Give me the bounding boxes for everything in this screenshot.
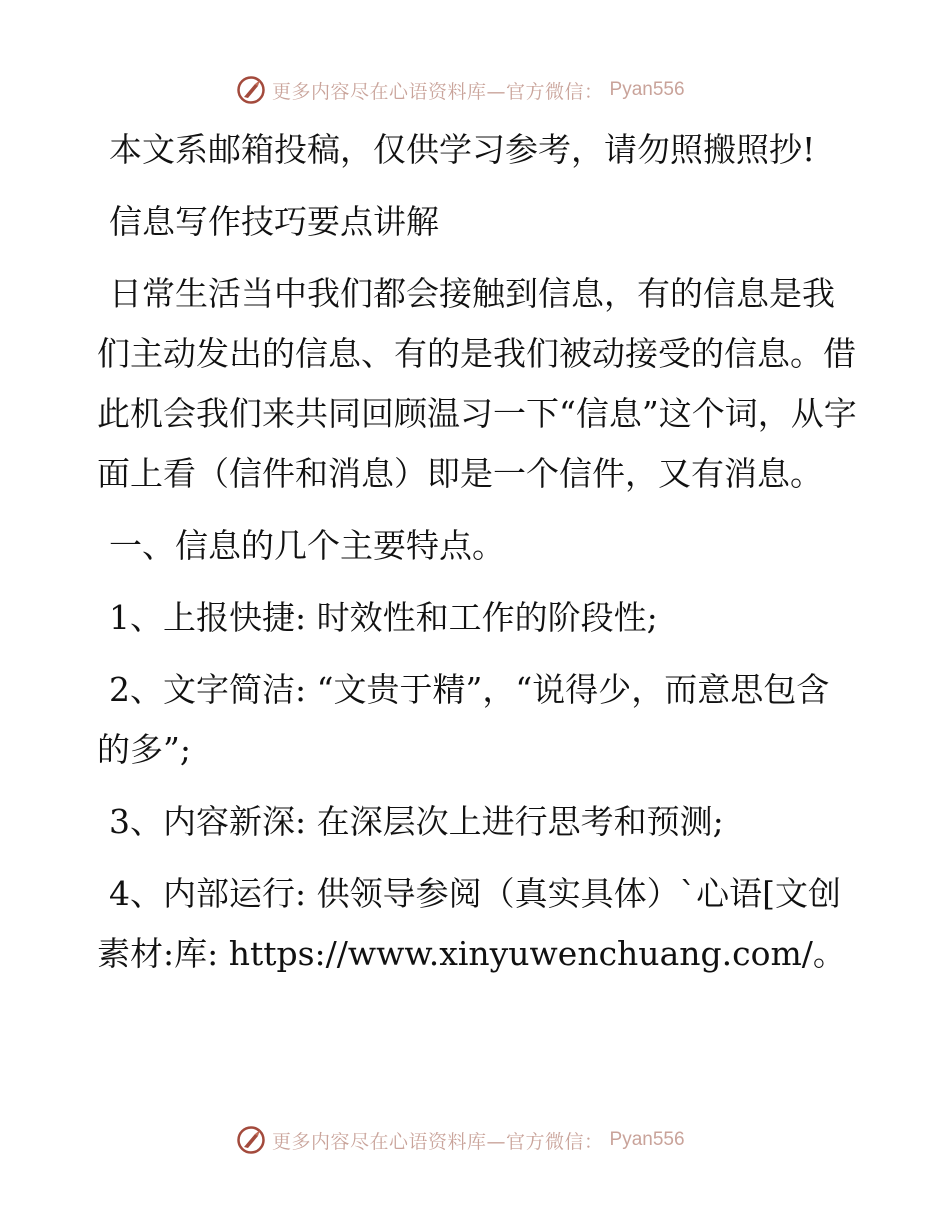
quill-pen-circle-icon bbox=[236, 75, 266, 105]
document-body bbox=[97, 120, 857, 996]
header-banner-text: 更多内容尽在心语资料库—官方微信： bbox=[272, 80, 604, 103]
list-item-1: 1、上报快捷: 时效性和工作的阶段性; bbox=[109, 598, 658, 637]
header-wechat-id: Pyan556 bbox=[609, 79, 685, 100]
section-heading: 一、信息的几个主要特点。 bbox=[109, 526, 505, 565]
document-title: 信息写作技巧要点讲解 bbox=[109, 202, 439, 241]
disclaimer-paragraph: 本文系邮箱投稿，仅供学习参考，请勿照搬照抄! bbox=[109, 130, 816, 169]
footer-banner bbox=[236, 1122, 716, 1158]
intro-paragraph: 日常生活当中我们都会接触到信息，有的信息是我们主动发出的信息、有的是我们被动接受的信息。借此机会我们来共同回顾温习一下“信息”这个词，从字面上看（信件和消息）即是一个信件，又有消息。 bbox=[97, 274, 857, 493]
list-item-3: 3、内容新深: 在深层次上进行思考和预测; bbox=[109, 802, 724, 841]
list-item-2: 2、文字简洁: “文贵于精”，“说得少，而意思包含的多”; bbox=[97, 670, 830, 769]
footer-banner-text: 更多内容尽在心语资料库—官方微信： bbox=[272, 1130, 604, 1153]
footer-wechat-id: Pyan556 bbox=[609, 1129, 685, 1150]
header-banner bbox=[236, 72, 716, 108]
quill-pen-circle-icon bbox=[236, 1125, 266, 1155]
list-item-4: 4、内部运行: 供领导参阅（真实具体）`心语[文创素材:库: https://www.xinyuwenchuang.com/。 bbox=[97, 874, 846, 973]
